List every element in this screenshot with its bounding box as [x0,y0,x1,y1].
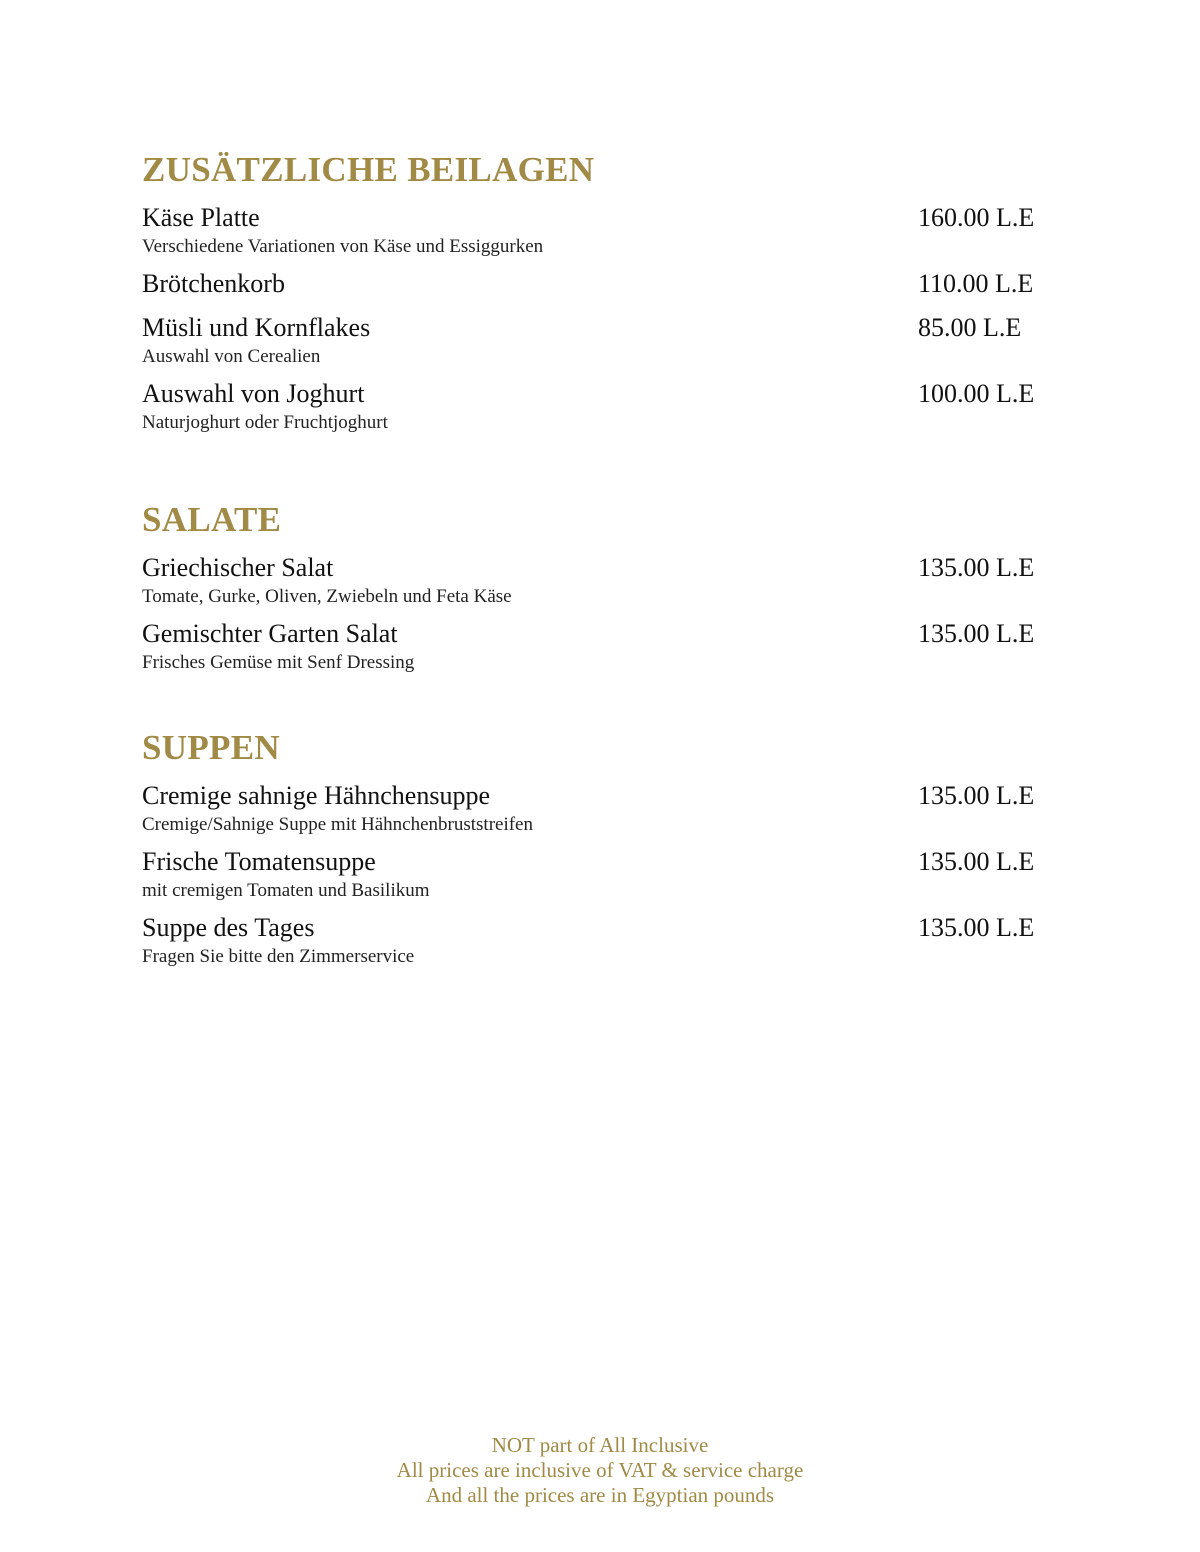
section-title: SALATE [142,500,282,539]
item-description: Frisches Gemüse mit Senf Dressing [142,652,415,673]
item-name: Auswahl von Joghurt [142,379,365,408]
item-price: 135.00 L.E [918,847,1035,876]
item-price: 110.00 L.E [918,269,1034,298]
menu-item-suppe-des-tages [142,912,1042,970]
menu-item-tomatensuppe [142,846,1042,904]
menu-item-muesli [142,312,1042,370]
section-zusaetzliche-beilagen [142,150,1042,444]
item-description: Auswahl von Cerealien [142,346,321,367]
item-name: Brötchenkorb [142,269,285,298]
item-description: Tomate, Gurke, Oliven, Zwiebeln und Feta Käse [142,586,512,607]
item-name: Käse Platte [142,203,260,232]
item-name: Frische Tomatensuppe [142,847,376,876]
footer-line-not-inclusive: NOT part of All Inclusive [491,1433,709,1457]
menu-item-broetchenkorb [142,268,1042,300]
footer-line-vat: All prices are inclusive of VAT & service charge [396,1458,804,1482]
item-name: Gemischter Garten Salat [142,619,398,648]
section-salate [142,500,1042,684]
menu-item-griechischer-salat [142,552,1042,610]
menu-item-kaese-platte [142,202,1042,260]
item-name: Suppe des Tages [142,913,315,942]
item-price: 135.00 L.E [918,553,1035,582]
item-description: Cremige/Sahnige Suppe mit Hähnchenbruststreifen [142,814,533,835]
item-description: Fragen Sie bitte den Zimmerservice [142,946,415,967]
item-name: Müsli und Kornflakes [142,313,371,342]
item-price: 100.00 L.E [918,379,1035,408]
item-description: Naturjoghurt oder Fruchtjoghurt [142,412,388,433]
menu-item-garten-salat [142,618,1042,676]
item-price: 135.00 L.E [918,619,1035,648]
menu-item-joghurt [142,378,1042,436]
item-price: 135.00 L.E [918,913,1035,942]
footer-line-currency: And all the prices are in Egyptian pounds [425,1483,775,1507]
section-title: ZUSÄTZLICHE BEILAGEN [142,150,595,189]
item-name: Griechischer Salat [142,553,334,582]
menu-item-haehnchensuppe [142,780,1042,838]
item-price: 160.00 L.E [918,203,1035,232]
section-suppen [142,728,1042,978]
item-description: mit cremigen Tomaten und Basilikum [142,880,430,901]
item-description: Verschiedene Variationen von Käse und Essiggurken [142,236,544,257]
section-title: SUPPEN [142,728,280,767]
footer-notes [0,1433,1200,1508]
item-price: 85.00 L.E [918,313,1022,342]
item-price: 135.00 L.E [918,781,1035,810]
item-name: Cremige sahnige Hähnchensuppe [142,781,491,810]
